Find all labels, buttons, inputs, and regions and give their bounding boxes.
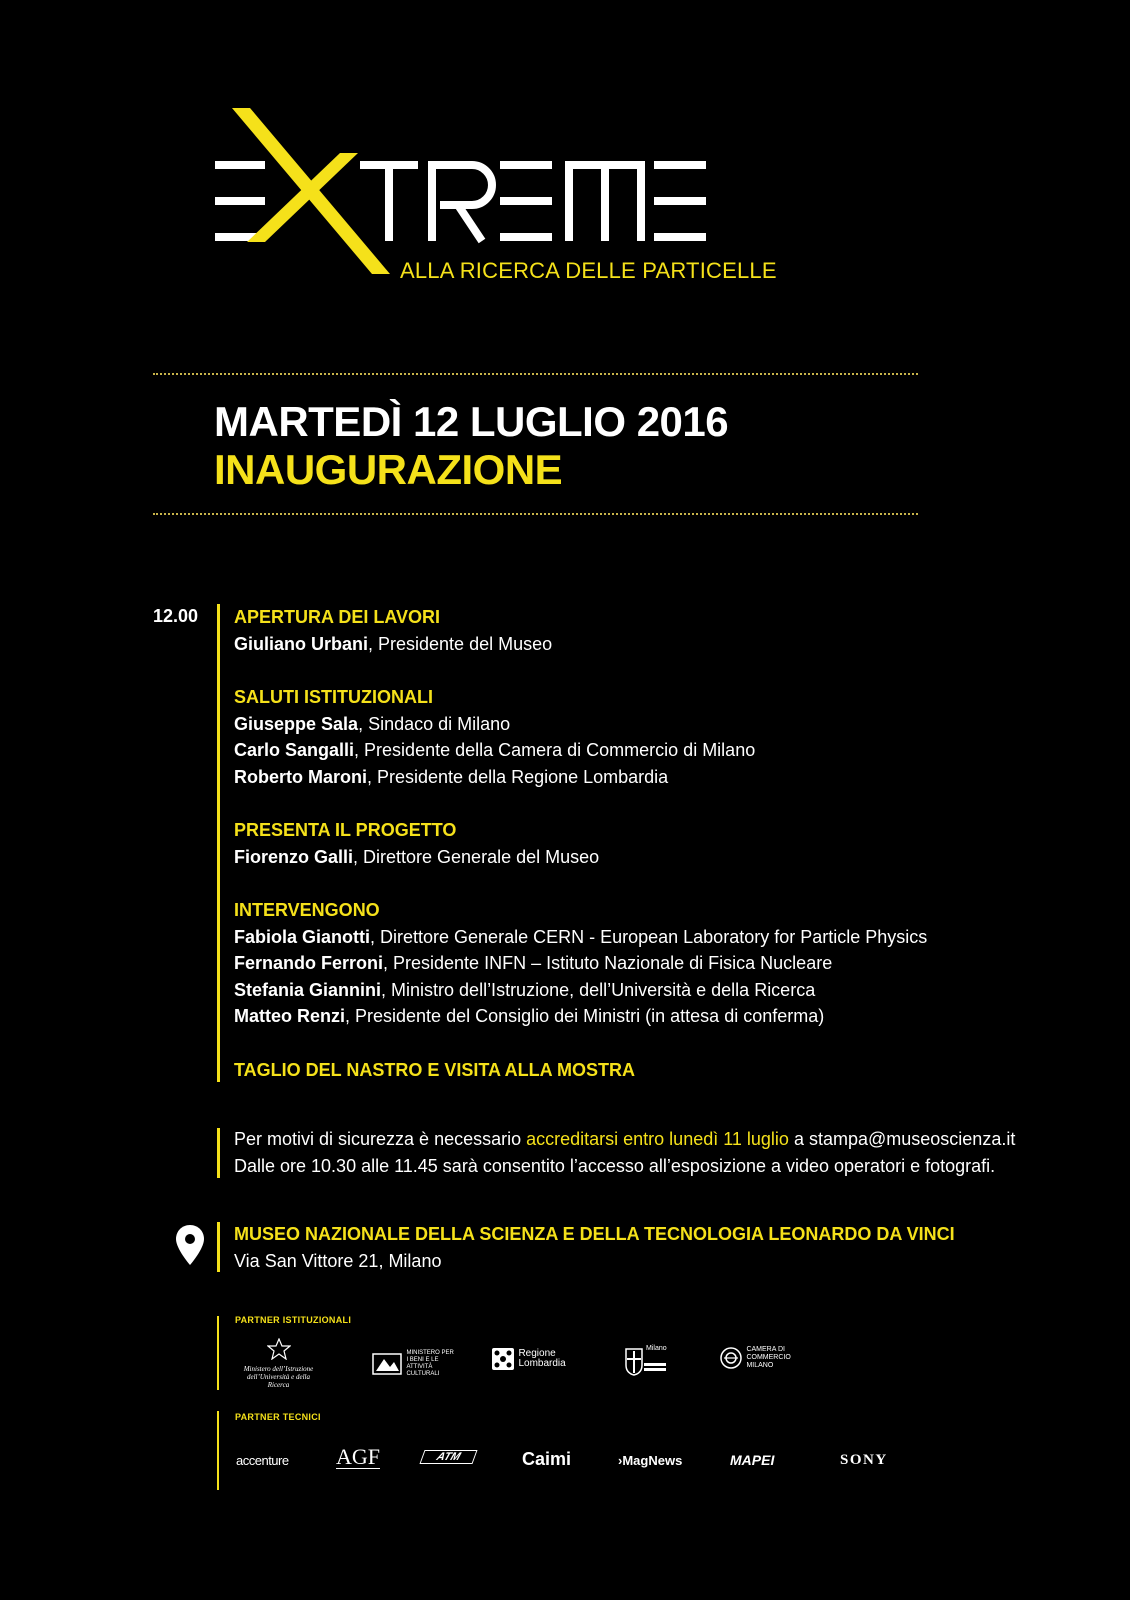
- venue-address: Via San Vittore 21, Milano: [234, 1251, 442, 1271]
- program-section: [234, 1057, 1114, 1084]
- event-date: MARTEDÌ 12 LUGLIO 2016: [214, 398, 729, 445]
- speaker-name: Fiorenzo Galli: [234, 846, 354, 867]
- notice-email: a stampa@museoscienza.it: [788, 1129, 1016, 1149]
- notice-line-1: [234, 1126, 1015, 1153]
- partner-regione-lombardia: Regione Lombardia: [492, 1348, 573, 1370]
- program-time: 12.00: [153, 606, 199, 626]
- speaker-name: Matteo Renzi: [234, 1006, 346, 1026]
- partner-camera-commercio: CAMERA DI COMMERCIO MILANO: [720, 1346, 798, 1370]
- emblem-icon: [267, 1338, 291, 1360]
- institutional-partners-label: PARTNER ISTITUZIONALI: [235, 1315, 352, 1325]
- notice-bar: [217, 1128, 220, 1178]
- partners-bar-2: [217, 1411, 219, 1490]
- speaker-role: , Direttore Generale CERN - European Laboratory for Particle Physics: [370, 926, 928, 947]
- partner-atm: ATM: [419, 1450, 477, 1464]
- venue: [234, 1221, 955, 1275]
- speaker-line: [234, 1003, 1114, 1030]
- partner-magnews: ›MagNews: [618, 1453, 683, 1468]
- speaker-line: [234, 924, 1114, 951]
- speaker-name: Fabiola Gianotti: [234, 926, 371, 947]
- program-section: [234, 604, 1114, 657]
- technical-partners-label: PARTNER TECNICI: [235, 1412, 321, 1422]
- speaker-name: Giuliano Urbani: [234, 633, 369, 654]
- speaker-line: [234, 711, 1114, 738]
- venue-name: MUSEO NAZIONALE DELLA SCIENZA E DELLA TECNOLOGIA LEONARDO DA VINCI: [234, 1224, 955, 1244]
- notice-line-2: Dalle ore 10.30 alle 11.45 sarà consentito l’accesso all’esposizione a video operatori e fotografi.: [234, 1155, 996, 1176]
- speaker-role: , Direttore Generale del Museo: [353, 846, 600, 867]
- accreditation-notice: [234, 1126, 1015, 1179]
- speaker-role: , Ministro dell’Istruzione, dell’Università e della Ricerca: [381, 979, 816, 1000]
- chamber-seal-icon: [720, 1347, 742, 1369]
- program-section: [234, 684, 1114, 790]
- speaker-role: , Presidente INFN – Istituto Nazionale di Fisica Nucleare: [383, 953, 833, 973]
- lombardia-rose-icon: [492, 1348, 514, 1370]
- speaker-role: , Presidente del Museo: [368, 633, 553, 654]
- dotted-divider-bottom: [153, 513, 918, 515]
- section-heading: PRESENTA IL PROGETTO: [234, 820, 457, 840]
- speaker-name: Roberto Maroni: [234, 766, 367, 787]
- section-heading: SALUTI ISTITUZIONALI: [234, 687, 433, 707]
- speaker-role: , Presidente della Regione Lombardia: [367, 766, 669, 787]
- speaker-name: Fernando Ferroni: [234, 953, 384, 973]
- speaker-line: [234, 977, 1114, 1004]
- notice-highlight: accreditarsi entro lunedì 11 luglio: [526, 1129, 789, 1149]
- section-heading: APERTURA DEI LAVORI: [234, 607, 441, 627]
- dotted-divider-top: [153, 373, 918, 375]
- program-bar: [217, 604, 220, 1082]
- partner-agf: AGF: [336, 1444, 381, 1469]
- speaker-name: Carlo Sangalli: [234, 740, 355, 760]
- partner-miur: Ministero dell’Istruzione dell’Università e della Ricerca: [236, 1338, 321, 1389]
- venue-bar: [217, 1222, 220, 1272]
- speaker-role: , Sindaco di Milano: [358, 713, 511, 734]
- logo-subtitle: ALLA RICERCA DELLE PARTICELLE: [400, 258, 777, 283]
- section-heading: INTERVENGONO: [234, 900, 380, 920]
- notice-text: Per motivi di sicurezza è necessario: [234, 1129, 527, 1149]
- partner-mapei: MAPEI: [730, 1452, 775, 1468]
- partners-bar-1: [217, 1316, 219, 1390]
- speaker-role: , Presidente della Camera di Commercio di Milano: [354, 740, 756, 760]
- location-pin-icon: [176, 1225, 204, 1265]
- speaker-line: [234, 950, 1114, 977]
- program-section: [234, 897, 1114, 1030]
- section-heading: TAGLIO DEL NASTRO E VISITA ALLA MOSTRA: [234, 1059, 635, 1080]
- chevron-right-icon: ›: [618, 1453, 623, 1468]
- partner-caimi: Caimi: [522, 1449, 572, 1469]
- program: [234, 604, 1114, 1083]
- speaker-line: [234, 764, 1114, 791]
- extreme-logo: [210, 108, 710, 283]
- partner-accenture: accenture: [236, 1453, 289, 1468]
- speaker-name: Stefania Giannini: [234, 979, 382, 1000]
- speaker-name: Giuseppe Sala: [234, 713, 359, 734]
- speaker-role: , Presidente del Consiglio dei Ministri (in attesa di conferma): [345, 1006, 825, 1026]
- mibac-icon: [372, 1353, 402, 1375]
- partner-sony: SONY: [840, 1452, 888, 1468]
- speaker-line: [234, 631, 1114, 658]
- partner-comune-milano: Milano: [624, 1343, 666, 1377]
- program-section: [234, 817, 1114, 870]
- partner-mibac: MINISTERO PER I BENI E LE ATTIVITÀ CULTURALI: [372, 1350, 454, 1378]
- event-title: INAUGURAZIONE: [214, 446, 563, 493]
- speaker-line: [234, 844, 1114, 871]
- speaker-line: [234, 737, 1114, 764]
